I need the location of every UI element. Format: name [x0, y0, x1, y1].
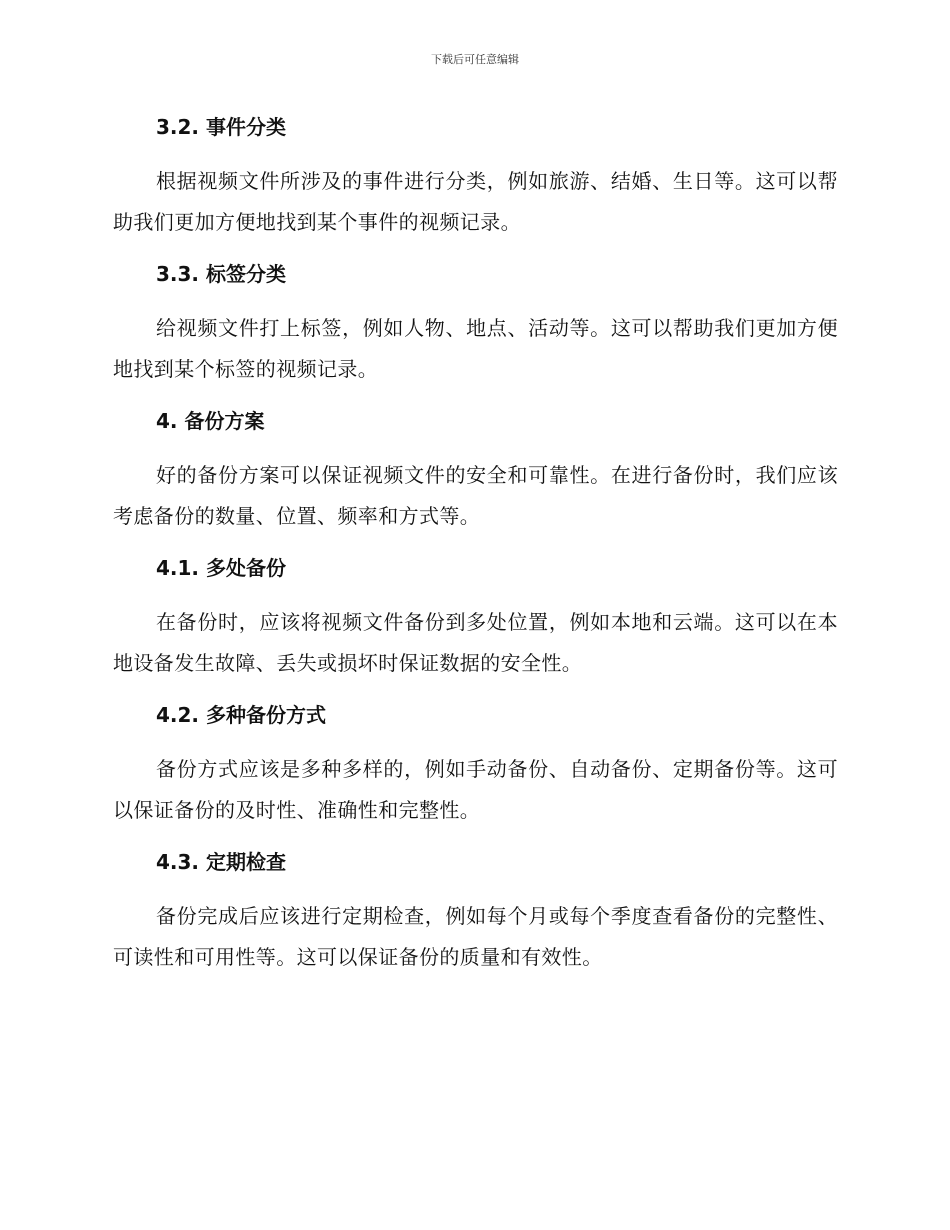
section-4: [113, 404, 838, 551]
section-4-1: [113, 551, 838, 698]
section-3-3: [113, 257, 838, 404]
page-header: 下载后可任意编辑: [431, 53, 519, 66]
section-heading: 3.2. 事件分类: [156, 115, 286, 139]
section-3-2: [113, 110, 838, 257]
section-4-2: [113, 698, 838, 845]
section-heading: 4. 备份方案: [156, 409, 265, 433]
section-paragraph: 好的备份方案可以保证视频文件的安全和可靠性。在进行备份时，我们应该考虑备份的数量、位置、频率和方式等。: [113, 463, 838, 528]
document-body: [113, 110, 838, 978]
section-paragraph: 备份完成后应该进行定期检查，例如每个月或每个季度查看备份的完整性、可读性和可用性等。这可以保证备份的质量和有效性。: [113, 904, 838, 969]
section-paragraph: 给视频文件打上标签，例如人物、地点、活动等。这可以帮助我们更加方便地找到某个标签的视频记录。: [113, 316, 838, 381]
section-paragraph: 根据视频文件所涉及的事件进行分类，例如旅游、结婚、生日等。这可以帮助我们更加方便地找到某个事件的视频记录。: [113, 169, 838, 234]
section-heading: 4.2. 多种备份方式: [156, 703, 326, 727]
section-paragraph: 在备份时，应该将视频文件备份到多处位置，例如本地和云端。这可以在本地设备发生故障、丢失或损坏时保证数据的安全性。: [113, 610, 838, 675]
section-heading: 4.3. 定期检查: [156, 850, 286, 874]
section-paragraph: 备份方式应该是多种多样的，例如手动备份、自动备份、定期备份等。这可以保证备份的及时性、准确性和完整性。: [113, 757, 838, 822]
section-4-3: [113, 845, 838, 978]
section-heading: 3.3. 标签分类: [156, 262, 286, 286]
section-heading: 4.1. 多处备份: [156, 556, 286, 580]
